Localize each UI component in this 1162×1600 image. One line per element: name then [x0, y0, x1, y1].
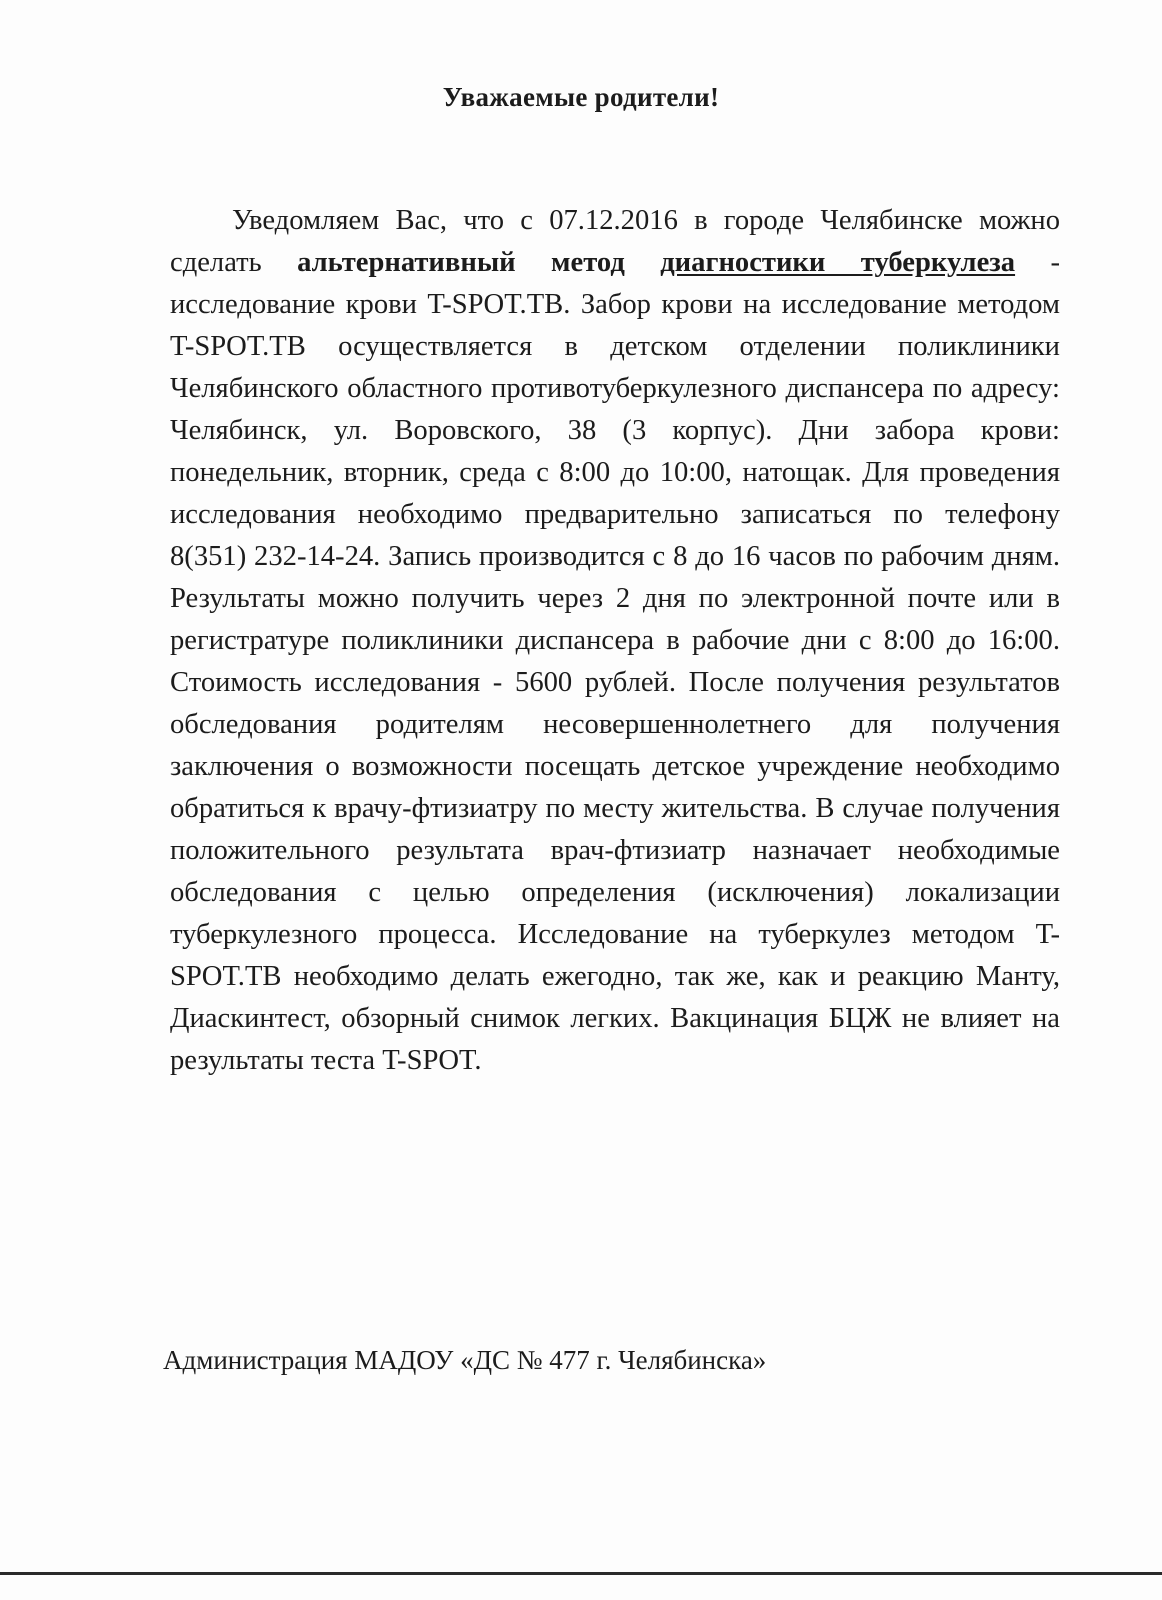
body-bold-text: альтернативный метод [297, 247, 661, 278]
body-underlined-phrase: диагностики туберкулеза [660, 247, 1016, 278]
body-intro: Уведомляем Вас, что с 07.12.2016 в городе Челябинске можно сделать [170, 205, 1060, 278]
letter-title: Уважаемые родители! [442, 82, 720, 112]
page-bottom-border [0, 1572, 1162, 1575]
body-rest: - исследование крови T-SPOT.TB. Забор крови на исследование методом T-SPOT.TB осуществляется в детском отделении поликлиники Челябинского областного противотуберкулезного диспансера по адресу: Челябинск, ул. Воровского, 38 (3 корпус). Дни забора крови: понедельник, вторник, среда с 8:00 до 10:00, натощак. Для проведения исследования необходимо предварительно записаться по телефону 8(351) 232-14-24. Запись производится с 8 до 16 часов по рабочим дням. Результаты можно получить через 2 дня по электронной почте или в регистратуре поликлиники диспансера в рабочие дни с 8:00 до 16:00. Стоимость исследования - 5600 рублей. После получения результатов обследования родителям несовершеннолетнего для получения заключения о возможности посещать детское учреждение необходимо обратиться к врачу-фтизиатру по месту жительства. В случае получения положительного результата врач-фтизиатр назначает необходимые обследования с целью определения (исключения) локализации туберкулезного процесса. Исследование на туберкулез методом T-SPOT.TB необходимо делать ежегодно, так же, как и реакцию Манту, Диаскинтест, обзорный снимок легких. Вакцинация БЦЖ не влияет на результаты теста T-SPOT. [170, 247, 1060, 1076]
letter-signature: Администрация МАДОУ «ДС № 477 г. Челябинска» [163, 1345, 767, 1375]
body-bold-phrase [297, 247, 1015, 278]
letter-body [170, 200, 1060, 1082]
